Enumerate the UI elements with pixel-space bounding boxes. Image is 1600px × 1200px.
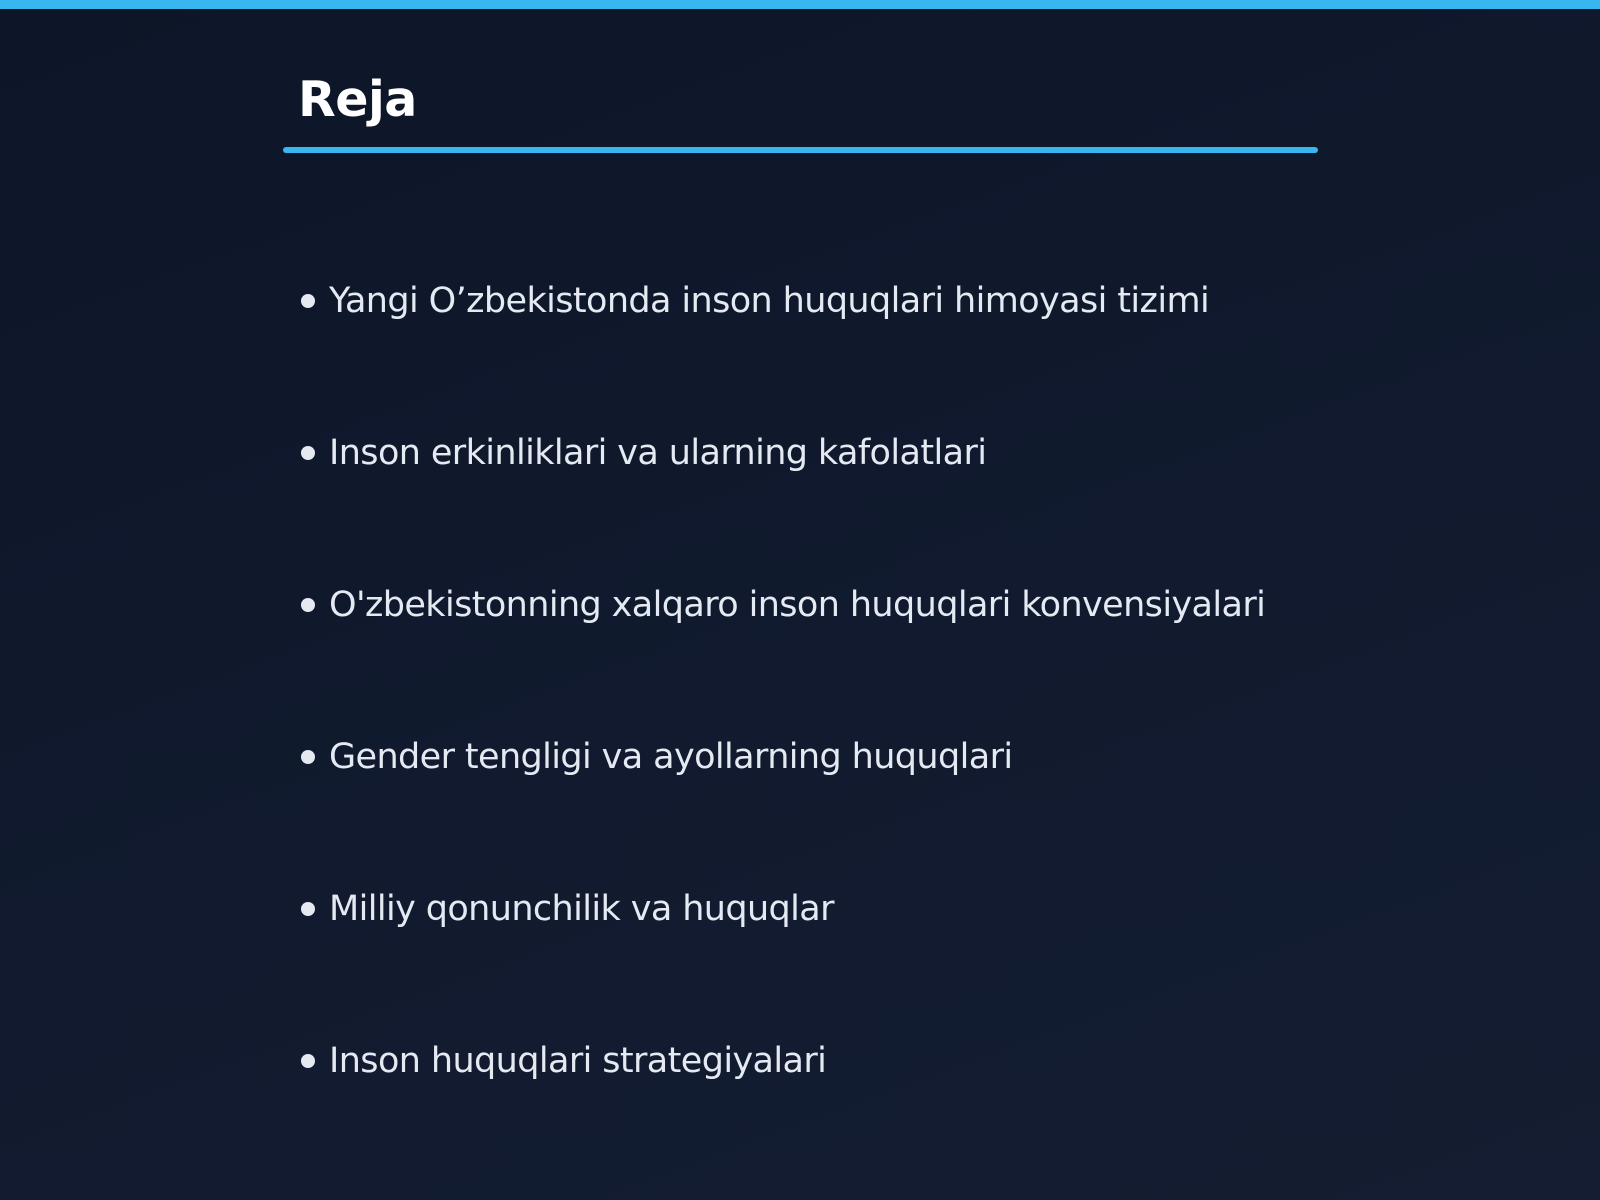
bullet-dot-icon bbox=[301, 902, 315, 916]
bullet-dot-icon bbox=[301, 598, 315, 612]
list-item-text: Inson erkinliklari va ularning kafolatlari bbox=[329, 433, 987, 473]
bullet-dot-icon bbox=[301, 750, 315, 764]
bullet-dot-icon bbox=[301, 1054, 315, 1068]
list-item-text: Gender tengligi va ayollarning huquqlari bbox=[329, 737, 1013, 777]
list-item-text: Inson huquqlari strategiyalari bbox=[329, 1041, 827, 1081]
top-accent-bar bbox=[0, 0, 1600, 9]
bullet-dot-icon bbox=[301, 446, 315, 460]
list-item-text: Milliy qonunchilik va huquqlar bbox=[329, 889, 834, 929]
title-underline bbox=[283, 147, 1318, 153]
bullet-dot-icon bbox=[301, 294, 315, 308]
list-item-text: O'zbekistonning xalqaro inson huquqlari konvensiyalari bbox=[329, 585, 1266, 625]
slide-title: Reja bbox=[298, 71, 417, 128]
list-item-text: Yangi O’zbekistonda inson huquqlari himoyasi tizimi bbox=[329, 281, 1210, 321]
